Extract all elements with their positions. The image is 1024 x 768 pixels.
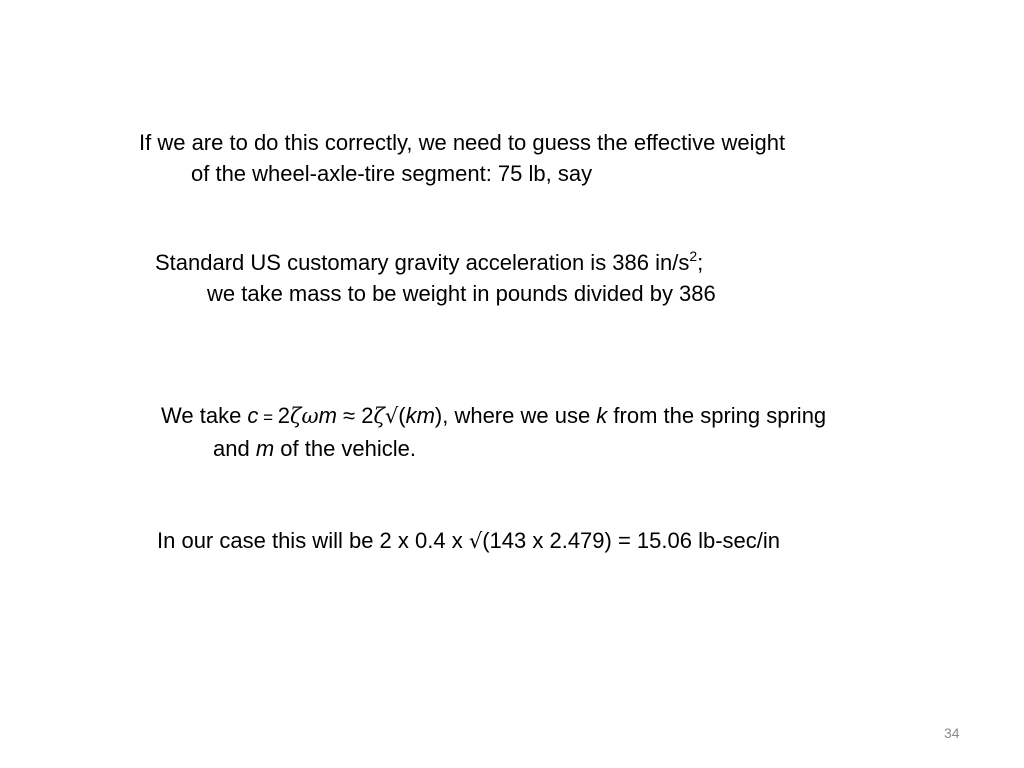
variable-k: k xyxy=(596,403,608,428)
omega-symbol: ω xyxy=(301,404,319,428)
text-run: from the spring spring xyxy=(607,403,827,428)
zeta-symbol: ζ xyxy=(290,404,302,428)
variable-m: m xyxy=(255,436,275,461)
text-run: and xyxy=(213,436,256,461)
paragraph-line xyxy=(155,247,716,278)
paragraph-gravity xyxy=(155,247,716,309)
paragraph-line xyxy=(161,433,826,464)
paragraph-damping-formula xyxy=(161,400,826,464)
text-run: Standard US customary gravity acceleration is 386 in/s xyxy=(155,250,690,275)
sqrt-symbol: √ xyxy=(384,404,399,428)
text-run: ( xyxy=(398,403,406,428)
paragraph-line xyxy=(157,525,780,557)
text-run: ; xyxy=(697,250,704,275)
paragraph-line: If we are to do this correctly, we need to guess the effective weight xyxy=(139,130,786,155)
slide-number: 34 xyxy=(944,725,960,741)
text-run: 2 xyxy=(361,403,374,428)
paragraph-line xyxy=(161,400,826,433)
paragraph-calculation xyxy=(157,525,780,557)
paragraph-line: of the wheel-axle-tire segment: 75 lb, say xyxy=(191,161,593,186)
text-run: 2 xyxy=(277,403,291,428)
text-run: In our case this will be 2 x 0.4 x xyxy=(157,528,469,553)
paragraph-line: we take mass to be weight in pounds divided by 386 xyxy=(207,281,716,306)
variable-m: m xyxy=(318,403,337,428)
superscript: 2 xyxy=(689,247,698,264)
zeta-symbol: ζ xyxy=(373,404,385,428)
paragraph-effective-weight xyxy=(139,127,785,189)
equals-sign: = xyxy=(258,408,278,427)
text-run: (143 x 2.479) = 15.06 lb-sec/in xyxy=(482,528,781,553)
approx-sign: ≈ xyxy=(336,403,362,428)
text-run: We take xyxy=(161,403,248,428)
text-run: ), where we use xyxy=(434,403,597,428)
text-run: of the vehicle. xyxy=(274,436,417,461)
sqrt-symbol: √ xyxy=(468,529,483,553)
variable-c: c xyxy=(247,403,259,428)
variable-km: km xyxy=(405,403,435,428)
